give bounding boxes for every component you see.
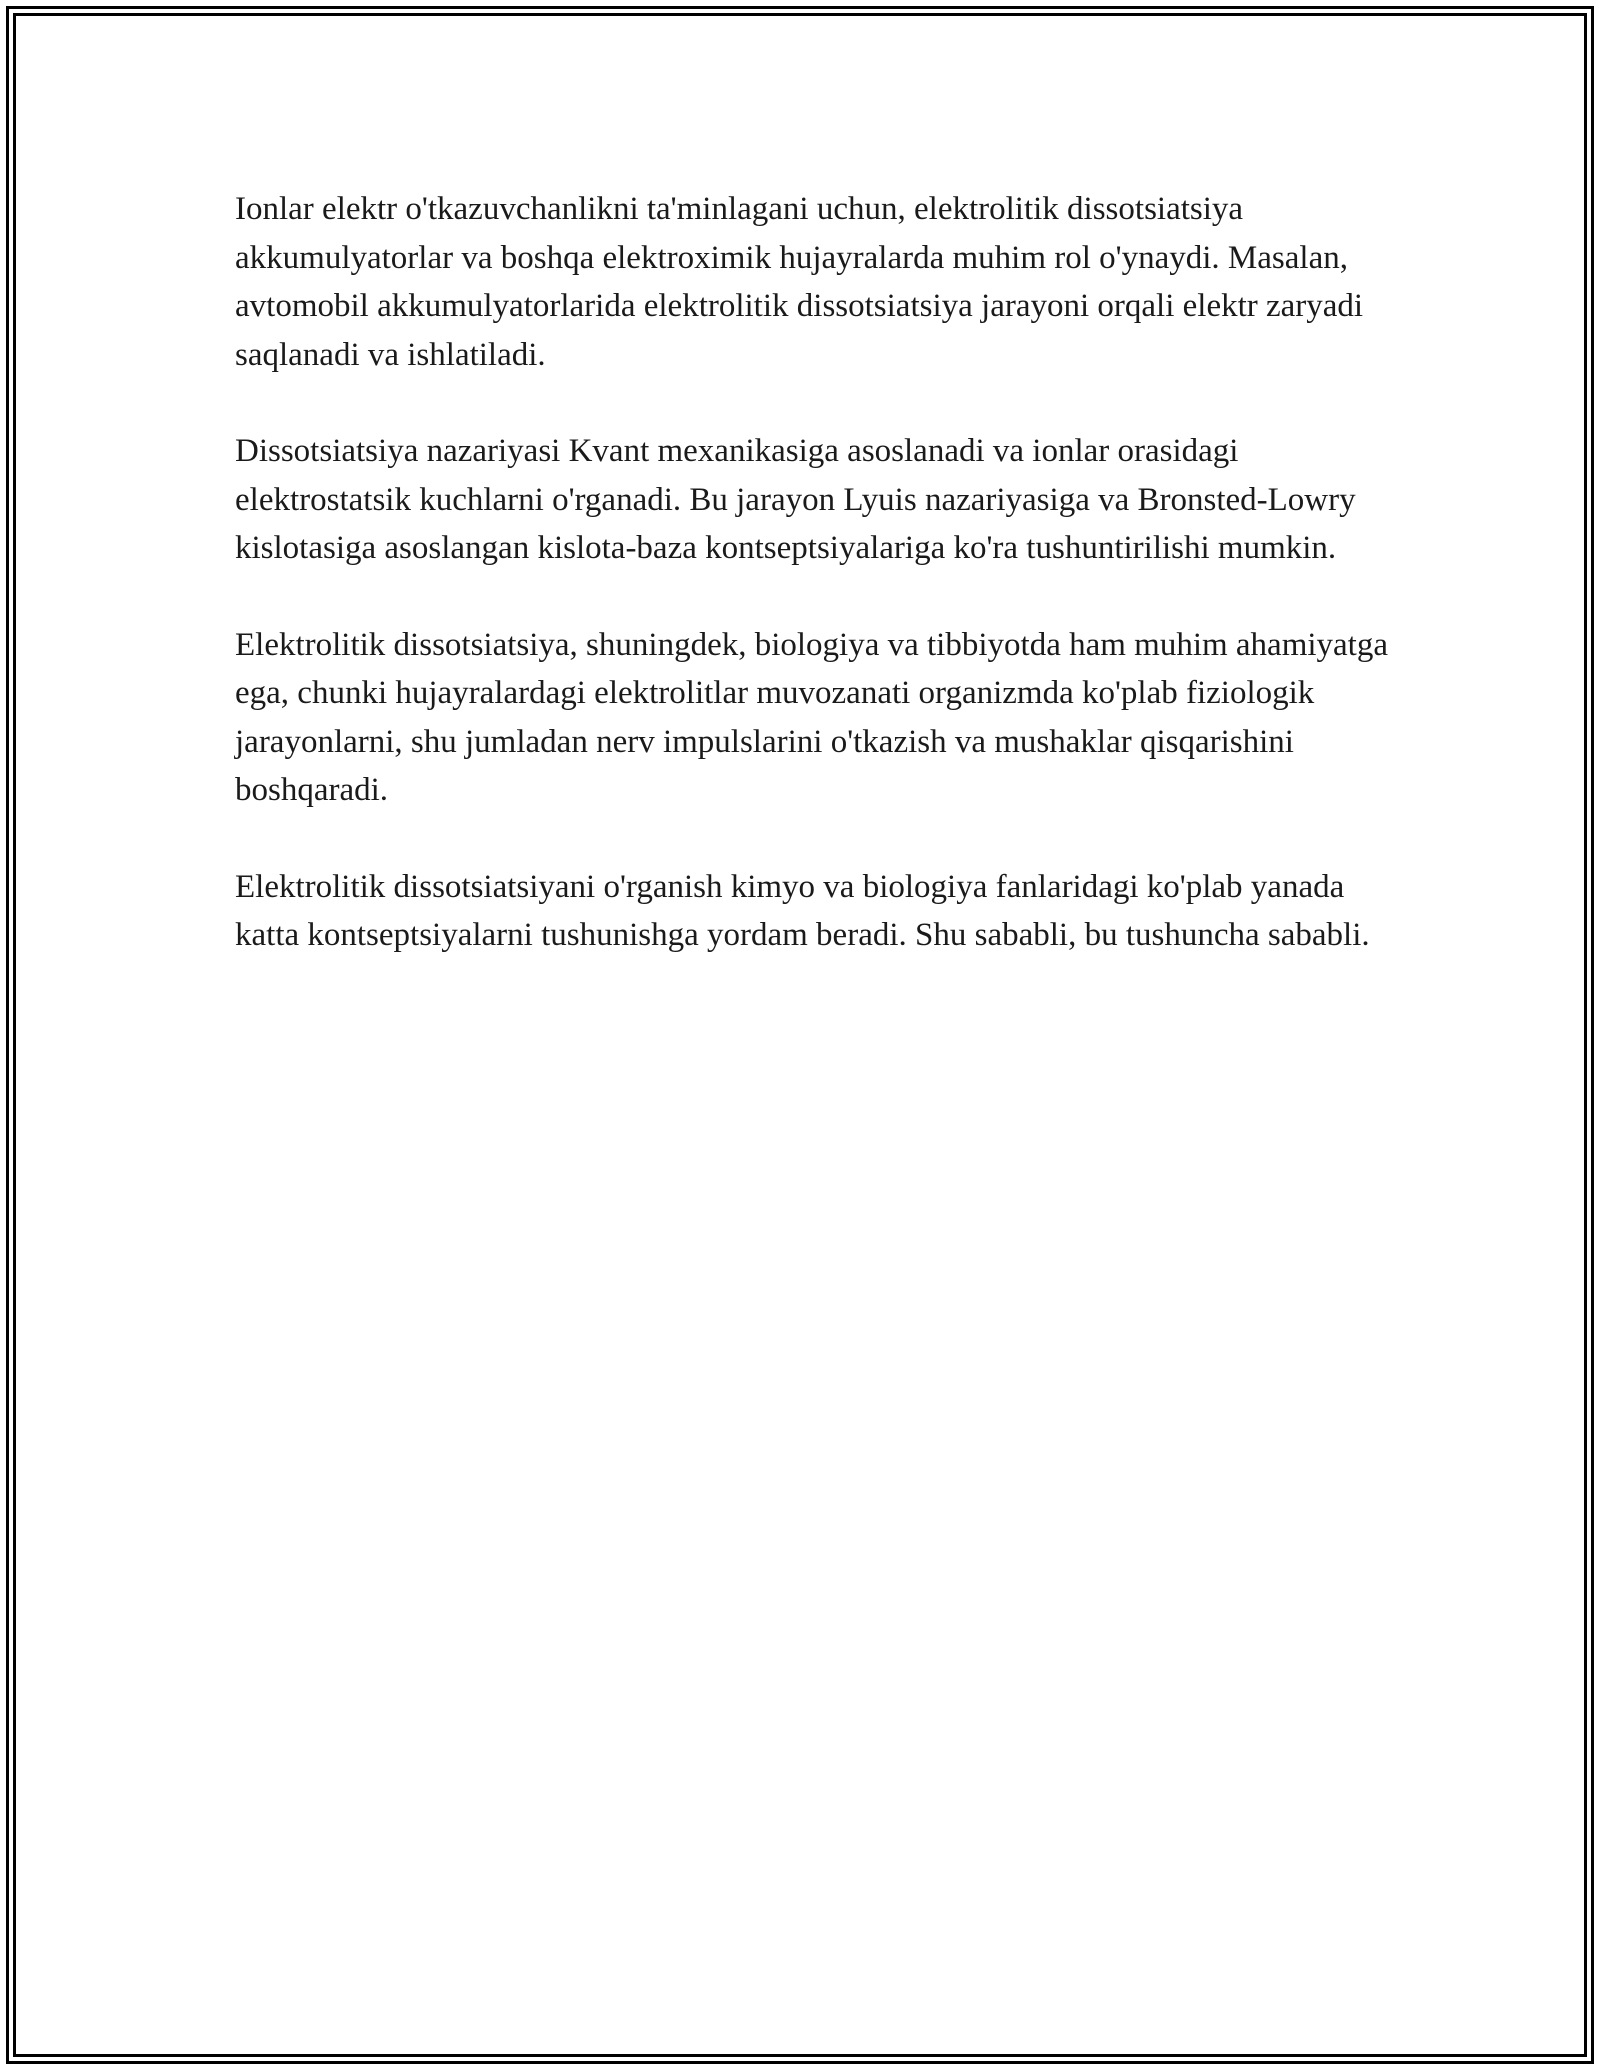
paragraph-4: Elektrolitik dissotsiatsiyani o'rganish kimyo va biologiya fanlaridagi ko'plab yanada katta kontseptsiyalarni tushunishga yordam beradi. Shu sababli, bu tushuncha sababli. bbox=[235, 868, 1370, 953]
paragraph-3: Elektrolitik dissotsiatsiya, shuningdek, biologiya va tibbiyotda ham muhim ahamiyatga ega, chunki hujayralardagi elektrolitlar muvozanati organizmda ko'plab fiziologik jarayonlarni, shu jumladan nerv impulslarini o'tkazish va mushaklar qisqarishini boshqaradi. bbox=[235, 626, 1389, 808]
paragraph-1: Ionlar elektr o'tkazuvchanlikni ta'minlagani uchun, elektrolitik dissotsiatsiya akkumulyatorlar va boshqa elektroximik hujayralarda muhim rol o'ynaydi. Masalan, avtomobil akkumulyatorlarida elektrolitik dissotsiatsiya jarayoni orqali elektr zaryadi saqlanadi va ishlatiladi. bbox=[235, 191, 1364, 373]
document-body bbox=[235, 185, 1395, 1008]
paragraph-2: Dissotsiatsiya nazariyasi Kvant mexanikasiga asoslanadi va ionlar orasidagi elektrostatsik kuchlarni o'rganadi. Bu jarayon Lyuis nazariyasiga va Bronsted-Lowry kislotasiga asoslangan kislota-baza kontseptsiyalariga ko'ra tushuntirilishi mumkin. bbox=[235, 433, 1356, 566]
